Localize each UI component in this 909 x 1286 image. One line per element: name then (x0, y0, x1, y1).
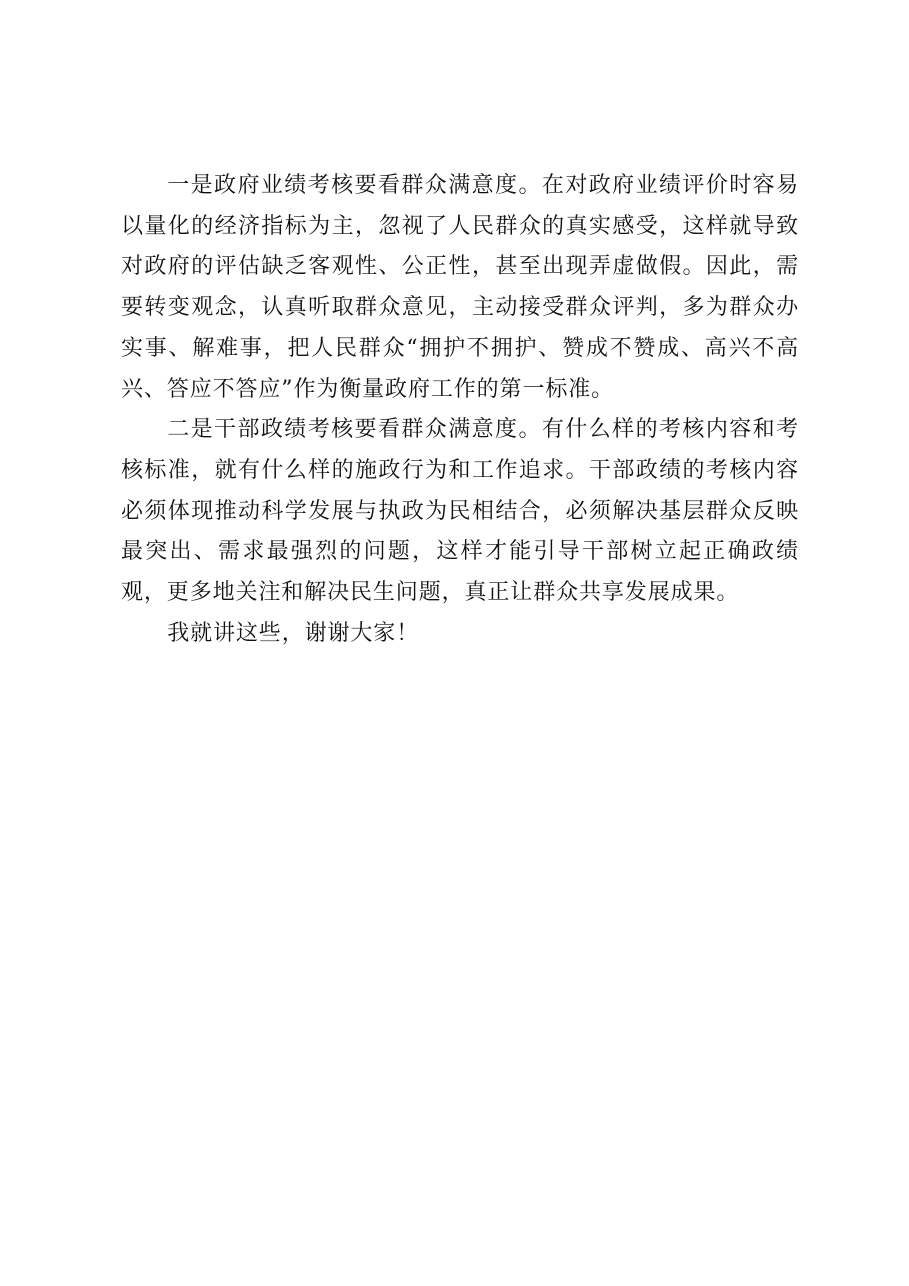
document-body (121, 166, 799, 654)
paragraph-closing: 我就讲这些，谢谢大家！ (167, 620, 420, 646)
paragraph-cadre-performance: 二是干部政绩考核要看群众满意度。有什么样的考核内容和考核标准，就有什么样的施政行为和工作追求。干部政绩的考核内容必须体现推动科学发展与执政为民相结合，必须解决基层群众反映最突出、需求最强烈的问题，这样才能引导干部树立起正确政绩观，更多地关注和解决民生问题，真正让群众共享发展成果。 (121, 417, 799, 606)
paragraph-government-performance: 一是政府业绩考核要看群众满意度。在对政府业绩评价时容易以量化的经济指标为主，忽视了人民群众的真实感受，这样就导致对政府的评估缺乏客观性、公正性，甚至出现弄虚做假。因此，需要转变观念，认真听取群众意见，主动接受群众评判，多为群众办实事、解难事，把人民群众“拥护不拥护、赞成不赞成、高兴不高兴、答应不答应”作为衡量政府工作的第一标准。 (121, 173, 799, 402)
